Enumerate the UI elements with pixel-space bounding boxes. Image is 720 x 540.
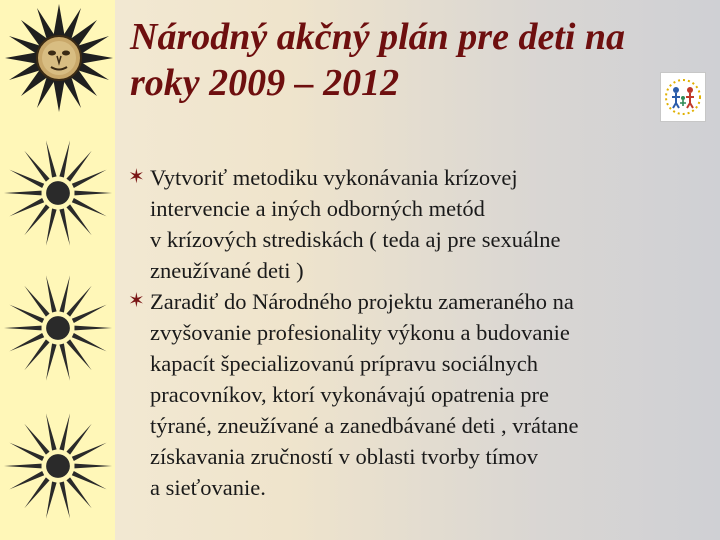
bullet-line: Vytvoriť metodiku vykonávania krízovej xyxy=(150,165,518,190)
bullet-line: v krízových strediskách ( teda aj pre sexuálne xyxy=(150,227,561,252)
star-bullet-icon: ✶ xyxy=(128,166,145,188)
bullet-line: intervencie a iných odborných metód xyxy=(150,196,485,221)
bullet-line: a sieťovanie. xyxy=(150,475,266,500)
sun-icon xyxy=(2,392,114,540)
bullet-line: týrané, zneužívané a zanedbávané deti , vrátane xyxy=(150,413,579,438)
bullet-line: zvyšovanie profesionality výkonu a budovanie xyxy=(150,320,570,345)
bullet-line: zneužívané deti ) xyxy=(150,258,304,283)
sun-face-icon xyxy=(4,2,114,114)
title-line: roky 2009 – 2012 xyxy=(130,62,400,104)
slide-title xyxy=(130,14,650,106)
star-bullet-icon: ✶ xyxy=(128,290,145,312)
decorative-sidebar xyxy=(0,0,115,540)
bullet-list xyxy=(128,162,698,503)
title-line: Národný akčný plán pre deti na xyxy=(130,16,626,58)
bullet-line: pracovníkov, ktorí vykonávajú opatrenia pre xyxy=(150,382,550,407)
children-family-logo-icon xyxy=(660,72,706,122)
sun-icon xyxy=(2,258,114,398)
sun-icon xyxy=(2,118,114,268)
list-item xyxy=(128,162,698,286)
bullet-line: kapacít špecializovanú prípravu sociálnych xyxy=(150,351,538,376)
bullet-line: získavania zručností v oblasti tvorby tímov xyxy=(150,444,539,469)
list-item xyxy=(128,286,698,503)
bullet-line: Zaradiť do Národného projektu zameraného na xyxy=(150,289,574,314)
